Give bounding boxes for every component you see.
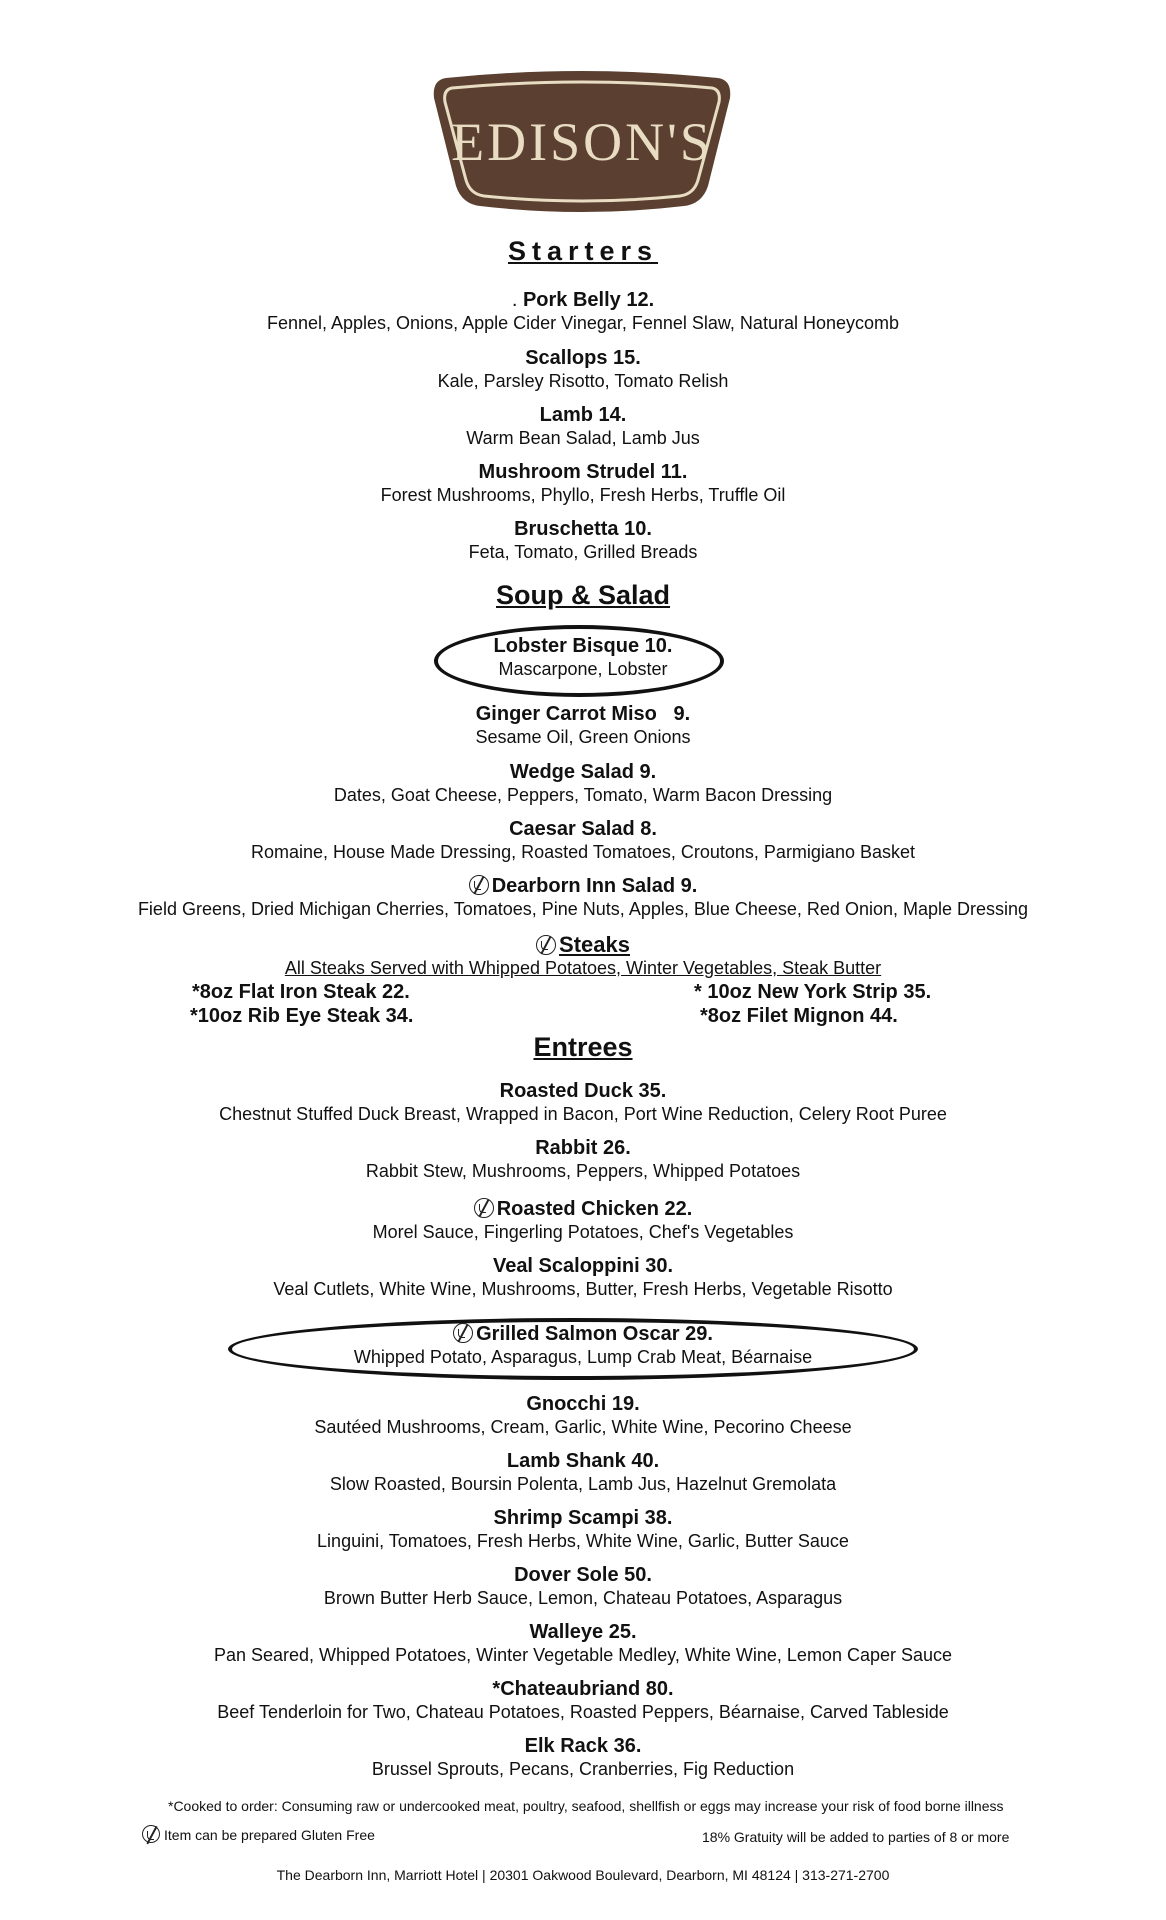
item-name: Mushroom Strudel 11. <box>478 461 688 483</box>
steak-item: * 10oz New York Strip 35. <box>694 981 932 1003</box>
item-name: Walleye 25. <box>529 1621 637 1643</box>
menu-item <box>0 1254 1166 1301</box>
item-desc: Chestnut Stuffed Duck Breast, Wrapped in Bacon, Port Wine Reduction, Celery Root Puree <box>219 1104 947 1124</box>
item-desc: Beef Tenderloin for Two, Chateau Potatoes, Roasted Peppers, Béarnaise, Carved Tableside <box>217 1702 949 1722</box>
menu-item <box>0 288 1166 335</box>
menu-item <box>0 702 1166 749</box>
starters-heading: Starters <box>507 236 659 266</box>
entrees-heading: Entrees <box>533 1032 633 1062</box>
menu-item <box>0 1620 1166 1667</box>
item-desc: Romaine, House Made Dressing, Roasted Tomatoes, Croutons, Parmigiano Basket <box>251 842 915 862</box>
soup-salad-heading: Soup & Salad <box>495 580 671 610</box>
item-desc: Mascarpone, Lobster <box>498 659 668 679</box>
item-desc: Fennel, Apples, Onions, Apple Cider Vinegar, Fennel Slaw, Natural Honeycomb <box>266 313 900 333</box>
item-desc: Slow Roasted, Boursin Polenta, Lamb Jus, Hazelnut Gremolata <box>329 1474 837 1494</box>
item-desc: Dates, Goat Cheese, Peppers, Tomato, Warm Bacon Dressing <box>333 785 833 805</box>
item-name: Dearborn Inn Salad 9. <box>491 875 698 897</box>
item-name: Roasted Duck 35. <box>499 1080 667 1102</box>
item-name: Grilled Salmon Oscar 29. <box>476 1323 713 1345</box>
svg-text:EDISON'S: EDISON'S <box>451 112 713 172</box>
steaks-title: Steaks <box>559 932 630 957</box>
edisons-logo <box>426 68 738 214</box>
logo-badge <box>426 68 738 214</box>
gluten-free-icon <box>469 875 489 895</box>
menu-item <box>0 1449 1166 1496</box>
item-name: Roasted Chicken 22. <box>496 1198 693 1220</box>
steak-item: *8oz Filet Mignon 44. <box>700 1005 898 1027</box>
item-name: Lamb 14. <box>539 404 627 426</box>
item-desc: Sautéed Mushrooms, Cream, Garlic, White Wine, Pecorino Cheese <box>314 1417 852 1437</box>
item-desc: Warm Bean Salad, Lamb Jus <box>466 428 700 448</box>
menu-item <box>0 1322 1166 1369</box>
item-desc: Kale, Parsley Risotto, Tomato Relish <box>437 371 729 391</box>
item-desc: Brown Butter Herb Sauce, Lemon, Chateau Potatoes, Asparagus <box>323 1588 843 1608</box>
item-name: Lamb Shank 40. <box>506 1450 660 1472</box>
menu-item <box>0 1136 1166 1183</box>
item-desc: Whipped Potato, Asparagus, Lump Crab Meat, Béarnaise <box>353 1347 813 1367</box>
item-name: Dover Sole 50. <box>514 1564 652 1586</box>
steaks-note: All Steaks Served with Whipped Potatoes, Winter Vegetables, Steak Butter <box>284 958 882 978</box>
menu-item <box>0 1392 1166 1439</box>
item-desc: Forest Mushrooms, Phyllo, Fresh Herbs, Truffle Oil <box>380 485 786 505</box>
gluten-free-legend <box>142 1825 375 1844</box>
menu-item <box>0 517 1166 564</box>
gluten-free-icon <box>536 935 556 955</box>
item-name: Scallops 15. <box>525 347 641 369</box>
address: The Dearborn Inn, Marriott Hotel | 20301 Oakwood Boulevard, Dearborn, MI 48124 | 313-271-2700 <box>276 1867 890 1883</box>
cooked-notice: *Cooked to order: Consuming raw or undercooked meat, poultry, seafood, shellfish or eggs may increase your risk of food borne illness <box>168 1798 1004 1814</box>
item-name: Veal Scaloppini 30. <box>492 1255 674 1277</box>
item-desc: Brussel Sprouts, Pecans, Cranberries, Fig Reduction <box>371 1759 795 1779</box>
item-desc: Sesame Oil, Green Onions <box>475 727 691 747</box>
menu-item <box>0 817 1166 864</box>
item-desc: Rabbit Stew, Mushrooms, Peppers, Whipped Potatoes <box>365 1161 801 1181</box>
item-name: Caesar Salad 8. <box>509 818 657 840</box>
item-desc: Morel Sauce, Fingerling Potatoes, Chef's Vegetables <box>372 1222 794 1242</box>
menu-item <box>0 1197 1166 1244</box>
menu-item <box>0 1677 1166 1724</box>
menu-item <box>0 1079 1166 1126</box>
item-name: Ginger Carrot Miso 9. <box>475 703 691 725</box>
item-desc: Veal Cutlets, White Wine, Mushrooms, Butter, Fresh Herbs, Vegetable Risotto <box>273 1279 893 1299</box>
item-name: Lobster Bisque 10. <box>493 635 673 657</box>
gratuity-notice: 18% Gratuity will be added to parties of 8 or more <box>702 1829 1010 1845</box>
item-desc: Field Greens, Dried Michigan Cherries, Tomatoes, Pine Nuts, Apples, Blue Cheese, Red Onion, Maple Dressing <box>137 899 1029 919</box>
gluten-free-icon <box>474 1198 494 1218</box>
item-name: Shrimp Scampi 38. <box>493 1507 673 1529</box>
menu-item <box>0 460 1166 507</box>
steak-item: *8oz Flat Iron Steak 22. <box>192 981 410 1003</box>
menu-item <box>0 760 1166 807</box>
item-desc: Feta, Tomato, Grilled Breads <box>468 542 698 562</box>
item-prefix: . <box>511 289 518 311</box>
item-name: Wedge Salad 9. <box>509 761 657 783</box>
menu-item <box>0 1563 1166 1610</box>
gluten-free-label: Item can be prepared Gluten Free <box>164 1827 375 1843</box>
menu-item <box>0 874 1166 921</box>
menu-item <box>0 634 1166 681</box>
steak-item: *10oz Rib Eye Steak 34. <box>190 1005 414 1027</box>
gluten-free-icon <box>142 1825 160 1843</box>
menu-item <box>0 1734 1166 1781</box>
menu-item <box>0 403 1166 450</box>
gluten-free-icon <box>453 1323 473 1343</box>
item-desc: Linguini, Tomatoes, Fresh Herbs, White Wine, Garlic, Butter Sauce <box>317 1531 849 1551</box>
steaks-heading <box>0 932 1166 958</box>
item-name: Gnocchi 19. <box>526 1393 640 1415</box>
item-name: Elk Rack 36. <box>524 1735 642 1757</box>
item-desc: Pan Seared, Whipped Potatoes, Winter Vegetable Medley, White Wine, Lemon Caper Sauce <box>213 1645 953 1665</box>
item-name: Rabbit 26. <box>535 1137 631 1159</box>
item-name: *Chateaubriand 80. <box>492 1678 674 1700</box>
item-name: Bruschetta 10. <box>514 518 652 540</box>
item-name: Pork Belly 12. <box>522 289 655 311</box>
menu-item <box>0 346 1166 393</box>
menu-item <box>0 1506 1166 1553</box>
